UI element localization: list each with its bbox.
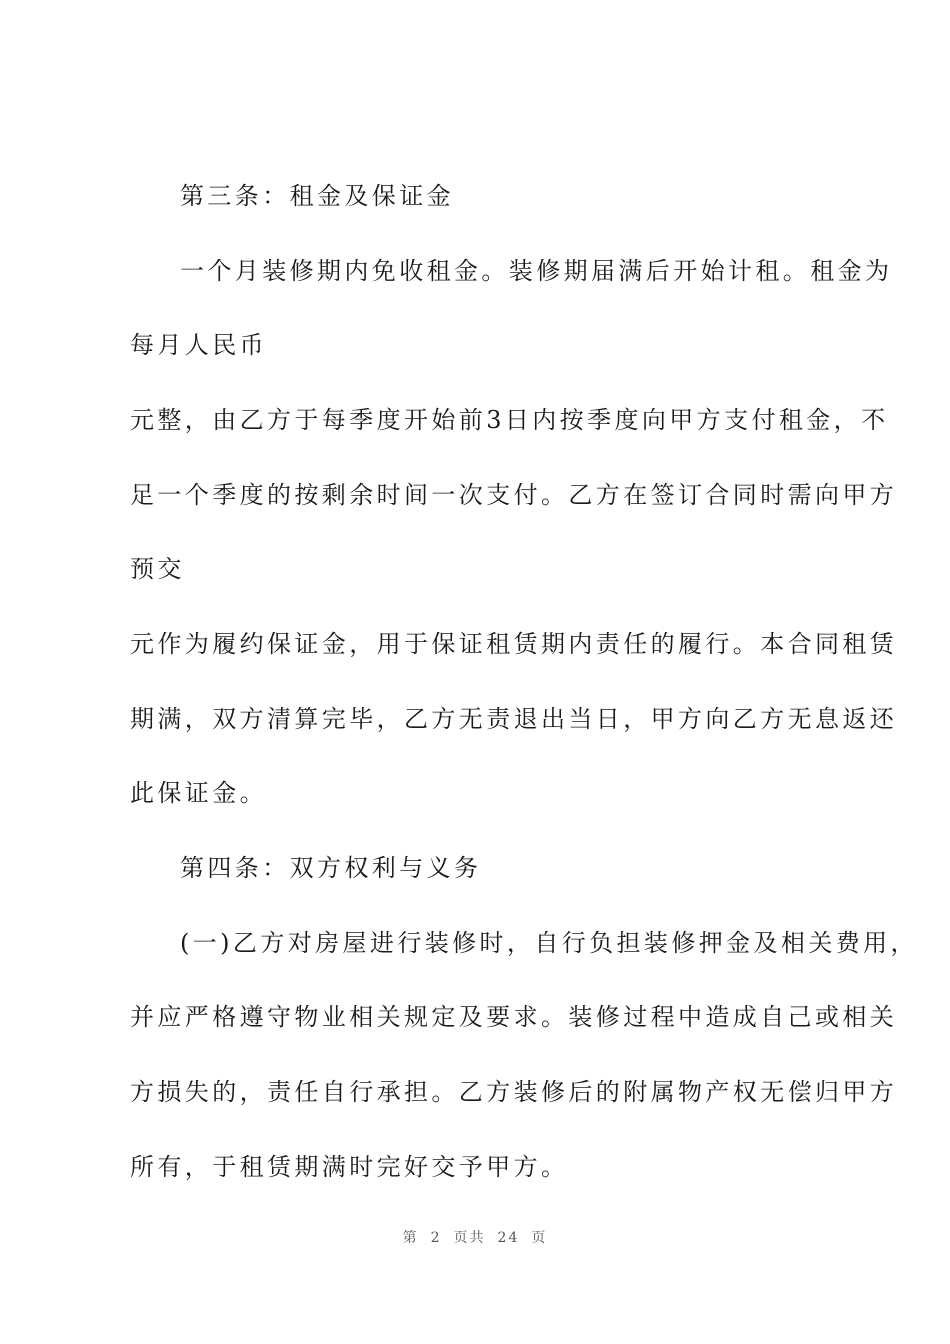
section-heading-article-4: 第四条：双方权利与义务 xyxy=(180,854,482,882)
footer-current-page: 2 xyxy=(430,1230,442,1246)
footer-suffix: 页 xyxy=(531,1230,548,1246)
paragraph-line: 每月人民币 xyxy=(130,331,267,359)
paragraph-line: 元整，由乙方于每季度开始前3日内按季度向甲方支付租金，不 xyxy=(130,406,889,434)
paragraph-line: 元作为履约保证金，用于保证租赁期内责任的履行。本合同租赁 xyxy=(130,630,898,658)
paragraph-line: 所有，于租赁期满时完好交予甲方。 xyxy=(130,1153,569,1181)
page-footer xyxy=(0,1228,950,1248)
footer-middle: 页共 xyxy=(453,1230,486,1246)
paragraph-line: 预交 xyxy=(130,555,185,583)
paragraph-line: 期满，双方清算完毕，乙方无责退出当日，甲方向乙方无息返还 xyxy=(130,705,898,733)
paragraph-line: 此保证金。 xyxy=(130,779,267,807)
footer-prefix: 第 xyxy=(402,1230,419,1246)
paragraph-line: 一个月装修期内免收租金。装修期届满后开始计租。租金为 xyxy=(180,257,893,285)
paragraph-line: (一)乙方对房屋进行装修时，自行负担装修押金及相关费用， xyxy=(180,929,918,957)
paragraph-line: 足一个季度的按剩余时间一次支付。乙方在签订合同时需向甲方 xyxy=(130,481,898,509)
paragraph-line: 并应严格遵守物业相关规定及要求。装修过程中造成自己或相关 xyxy=(130,1003,898,1031)
paragraph-line: 方损失的，责任自行承担。乙方装修后的附属物产权无偿归甲方 xyxy=(130,1078,898,1106)
footer-total-pages: 24 xyxy=(497,1230,520,1246)
section-heading-article-3: 第三条：租金及保证金 xyxy=(180,182,454,210)
